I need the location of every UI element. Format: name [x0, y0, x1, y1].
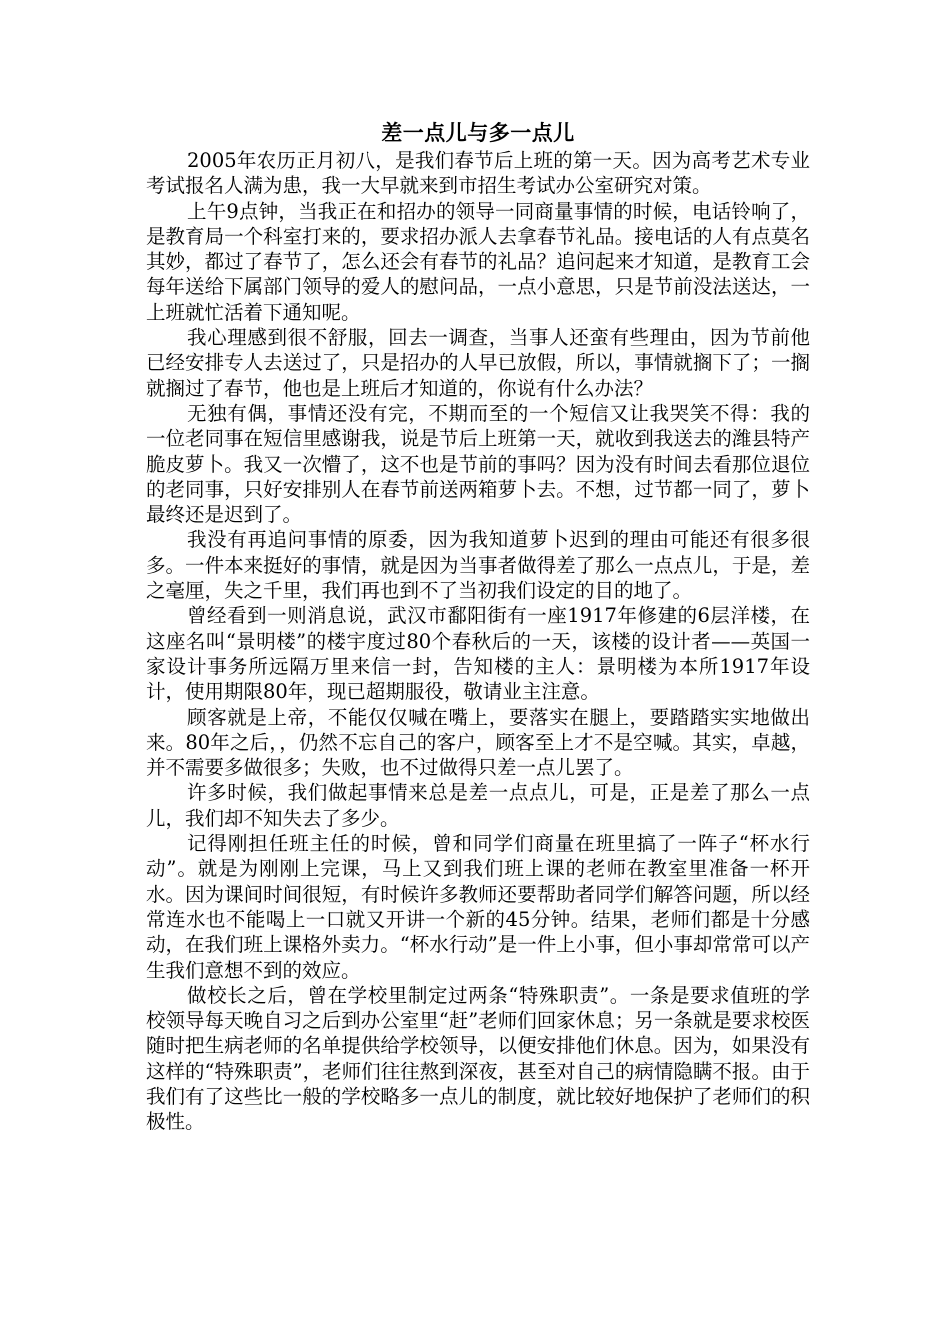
- document-page: [146, 118, 810, 1135]
- paragraph-2: 上午9点钟，当我正在和招办的领导一同商量事情的时候，电话铃响了，是教育局一个科室打来的，要求招办派人去拿春节礼品。接电话的人有点莫名其妙，都过了春节了，怎么还会有春节的礼品？追问起来才知道，是教育工会每年送给下属部门领导的爱人的慰问品，一点小意思，只是节前没法送达，一上班就忙活着下通知呢。: [146, 199, 810, 324]
- paragraph-3: 我心理感到很不舒服，回去一调查，当事人还蛮有些理由，因为节前他已经安排专人去送过了，只是招办的人早已放假，所以，事情就搁下了；一搁就搁过了春节，他也是上班后才知道的，你说有什么办法？: [146, 326, 810, 400]
- paragraph-1: 2005年农历正月初八，是我们春节后上班的第一天。因为高考艺术专业考试报名人满为患，我一大早就来到市招生考试办公室研究对策。: [146, 149, 810, 198]
- paragraph-4: 无独有偶，事情还没有完，不期而至的一个短信又让我哭笑不得：我的一位老同事在短信里感谢我，说是节后上班第一天，就收到我送去的潍县特产脆皮萝卜。我又一次懵了，这不也是节前的事吗？因为没有时间去看那位退位的老同事，只好安排别人在春节前送两箱萝卜去。不想，过节都一同了，萝卜最终还是迟到了。: [146, 401, 810, 527]
- document-title: 差一点儿与多一点儿: [381, 120, 575, 145]
- paragraph-6: 曾经看到一则消息说，武汉市鄱阳街有一座1917年修建的6层洋楼，在这座名叫“景明楼”的楼宇度过80个春秋后的一天，该楼的设计者——英国一家设计事务所远隔万里来信一封，告知楼的主人：景明楼为本所1917年设计，使用期限80年，现已超期服役，敬请业主注意。: [146, 604, 810, 704]
- paragraph-9: 记得刚担任班主任的时候，曾和同学们商量在班里搞了一阵子“杯水行动”。就是为刚刚上完课，马上又到我们班上课的老师在教室里准备一杯开水。因为课间时间很短，有时候许多教师还要帮助者同学们解答问题，所以经常连水也不能喝上一口就又开讲一个新的45分钟。结果，老师们都是十分感动，在我们班上课格外卖力。“杯水行动”是一件上小事，但小事却常常可以产生我们意想不到的效应。: [146, 832, 810, 982]
- paragraph-8: 许多时候，我们做起事情来总是差一点点儿，可是，正是差了那么一点儿，我们却不知失去了多少。: [146, 781, 810, 830]
- paragraph-7: 顾客就是上帝，不能仅仅喊在嘴上，要落实在腿上，要踏踏实实地做出来。80年之后，，仍然不忘自己的客户，顾客至上才不是空喊。其实，卓越，并不需要多做很多；失败，也不过做得只差一点儿罢了。: [146, 705, 810, 780]
- paragraph-10: 做校长之后，曾在学校里制定过两条“特殊职责”。一条是要求值班的学校领导每天晚自习之后到办公室里“赶”老师们回家休息；另一条就是要求校医随时把生病老师的名单提供给学校领导，以便安排他们休息。因为，如果没有这样的“特殊职责”，老师们往往熬到深夜，甚至对自己的病情隐瞒不报。由于我们有了这些比一般的学校略多一点儿的制度，就比较好地保护了老师们的积极性。: [146, 983, 810, 1134]
- paragraph-5: 我没有再追问事情的原委，因为我知道萝卜迟到的理由可能还有很多很多。一件本来挺好的事情，就是因为当事者做得差了那么一点点儿，于是，差之毫厘，失之千里，我们再也到不了当初我们设定的目的地了。: [146, 528, 810, 603]
